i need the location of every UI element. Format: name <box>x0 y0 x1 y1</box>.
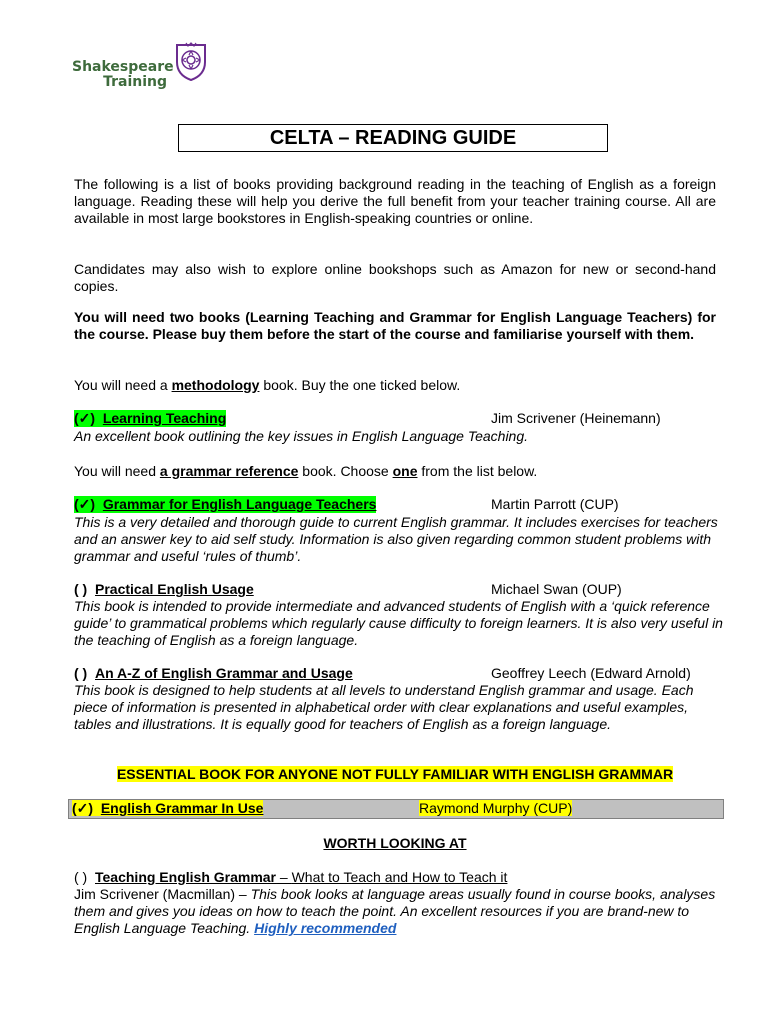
candidates-paragraph: Candidates may also wish to explore online bookshops such as Amazon for new or second-hand copies. <box>74 261 716 294</box>
highly-recommended-link[interactable]: Highly recommended <box>254 920 397 936</box>
book-row-learning-teaching <box>74 410 716 427</box>
book-author: Jim Scrivener (Macmillan) – <box>74 886 251 902</box>
methodology-post: book. Buy the one ticked below. <box>259 377 461 393</box>
book-title-az <box>74 665 353 682</box>
grammar-ref-post: from the list below. <box>417 463 538 479</box>
book-title-learning-teaching <box>74 410 226 427</box>
book-desc: This book looks at language areas usually found in course books, analyses them and gives you ideas on how to teach the point. An excellent resources if you are brand-new to English Language Teaching. <box>74 886 716 936</box>
logo-line-2: Training <box>103 74 167 90</box>
grammar-ref-mid: book. Choose <box>298 463 393 479</box>
book-title: Grammar for English Language Teachers <box>102 496 377 512</box>
book-row-gelt <box>74 496 716 513</box>
checkbox-mark: ( ) <box>74 581 88 597</box>
methodology-line <box>74 377 716 394</box>
tudor-rose-shield-icon <box>174 42 208 82</box>
book-desc-az: This book is designed to help students at all levels to understand English grammar and usage. Each piece of information is presented in alphabetical order with clear explanations and useful examples, tables and illustrations. It is equally good for teachers of English as a foreign language. <box>74 682 694 732</box>
book-row-teg <box>74 869 716 886</box>
book-title: Teaching English Grammar <box>95 869 277 885</box>
book-title-peu <box>74 581 254 598</box>
essential-heading-wrap <box>74 766 716 783</box>
book-desc-teg <box>74 886 724 937</box>
two-books-paragraph: You will need two books (Learning Teaching and Grammar for English Language Teachers) for the course. Please buy them before the start of the course and familiarise yourself with them. <box>74 309 716 342</box>
checkbox-mark: ( ) <box>74 869 88 885</box>
methodology-pre: You will need a <box>74 377 172 393</box>
book-desc-learning-teaching: An excellent book outlining the key issues in English Language Teaching. <box>74 428 529 444</box>
book-desc-gelt: This is a very detailed and thorough guide to current English grammar. It includes exercises for teachers and an answer key to aid self study. Information is also given regarding common student problems with grammar and useful ‘rules of thumb’. <box>74 514 718 564</box>
tick-mark: (✓) <box>74 410 96 426</box>
book-author: Michael Swan (OUP) <box>491 581 622 597</box>
worth-heading-wrap <box>74 835 716 852</box>
book-title: An A-Z of English Grammar and Usage <box>95 665 353 681</box>
intro-paragraph: The following is a list of books providing background reading in the teaching of English as a foreign language. Reading these will help you derive the full benefit from your teacher training course. All are available in most large bookstores in English-speaking countries or online. <box>74 176 716 226</box>
book-title-gelt <box>74 496 376 513</box>
book-title-dash: – <box>276 869 292 885</box>
book-title: English Grammar In Use <box>100 800 264 816</box>
grammar-ref-one: one <box>392 463 418 479</box>
logo-wordmark <box>72 59 174 90</box>
grammar-ref-pre: You will need <box>74 463 160 479</box>
worth-heading: WORTH LOOKING AT <box>323 835 467 851</box>
book-row-peu <box>74 581 716 598</box>
book-row-az <box>74 665 716 682</box>
book-author: Geoffrey Leech (Edward Arnold) <box>491 665 691 681</box>
book-title-egiu <box>72 800 263 816</box>
essential-heading: ESSENTIAL BOOK FOR ANYONE NOT FULLY FAMILIAR WITH ENGLISH GRAMMAR <box>116 766 674 782</box>
book-title: Practical English Usage <box>95 581 254 597</box>
grammar-ref-phrase: a grammar reference <box>159 463 299 479</box>
book-subtitle: What to Teach and How to Teach it <box>291 869 508 885</box>
book-author: Martin Parrott (CUP) <box>491 496 619 512</box>
book-row-egiu <box>72 800 263 817</box>
grammar-reference-line <box>74 463 716 480</box>
page-title: CELTA – READING GUIDE <box>178 124 608 152</box>
shakespeare-training-logo <box>72 42 212 98</box>
book-desc-peu: This book is intended to provide intermediate and advanced students of English with a ‘quick reference guide’ to grammatical problems which regularly cause difficulty to foreign learners. It is also very useful in the teaching of English as a foreign language. <box>74 598 723 648</box>
tick-mark: (✓) <box>72 800 94 816</box>
tick-mark: (✓) <box>74 496 96 512</box>
book-author: Raymond Murphy (CUP) <box>419 800 573 816</box>
book-author-egiu-wrap <box>419 800 572 817</box>
methodology-word: methodology <box>171 377 260 393</box>
logo-line-1: Shakespeare <box>72 59 174 75</box>
book-title: Learning Teaching <box>102 410 227 426</box>
checkbox-mark: ( ) <box>74 665 88 681</box>
book-author: Jim Scrivener (Heinemann) <box>491 410 661 426</box>
